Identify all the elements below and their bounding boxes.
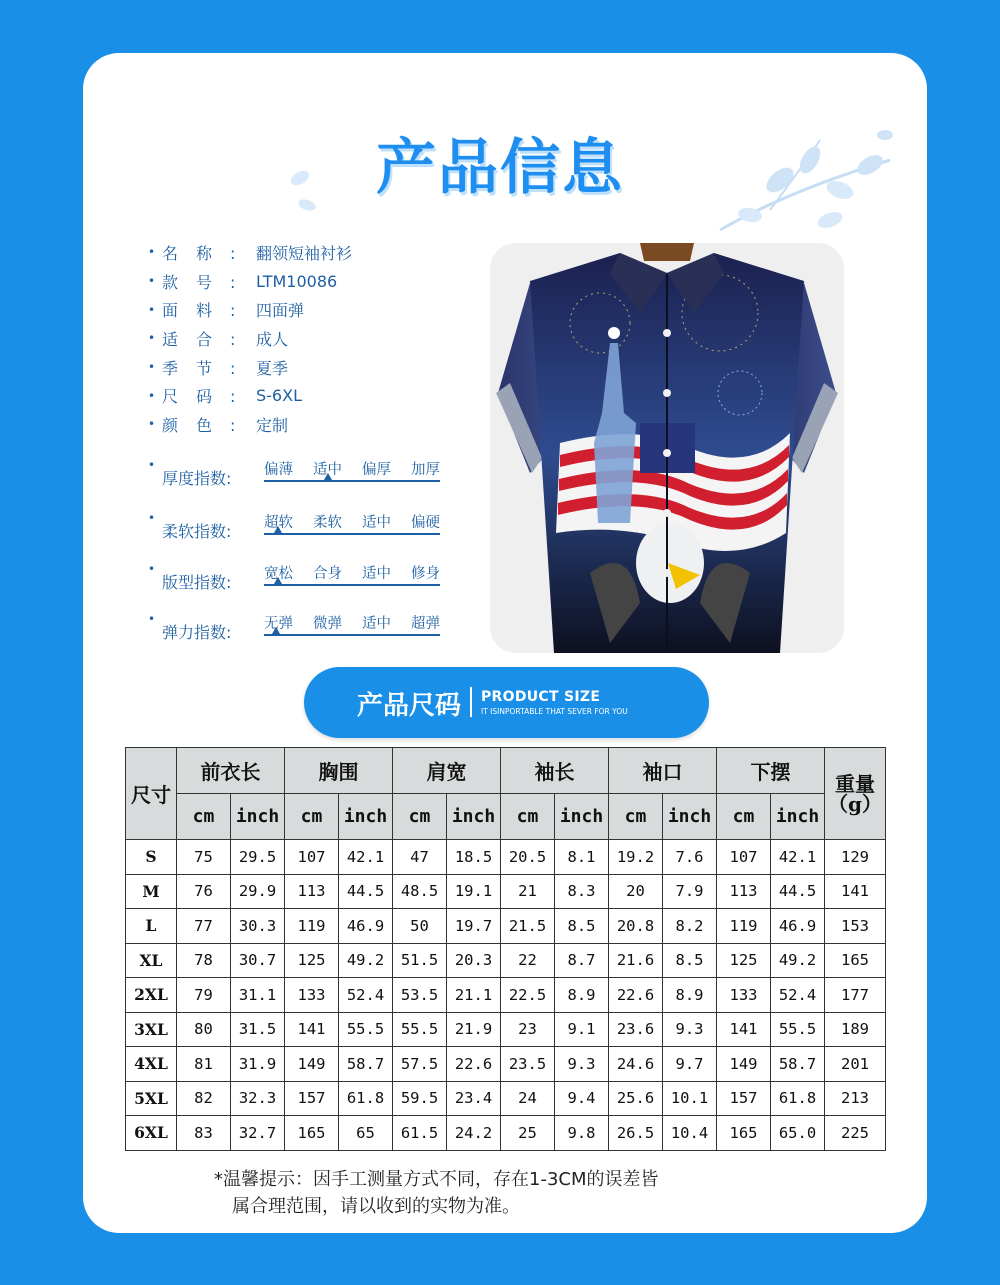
unit-inch: inch: [555, 794, 609, 840]
table-cell: 55.5: [393, 1012, 447, 1047]
scale-option: 超弹: [411, 616, 440, 632]
unit-cm: cm: [501, 794, 555, 840]
table-cell: 25.6: [609, 1081, 663, 1116]
table-cell: 23: [501, 1012, 555, 1047]
table-cell: 141: [717, 1012, 771, 1047]
table-cell: 76: [177, 874, 231, 909]
table-cell: 19.7: [447, 909, 501, 944]
scale-line: [264, 480, 440, 482]
table-cell: 9.1: [555, 1012, 609, 1047]
size-cell: XL: [126, 943, 177, 978]
product-photo: [490, 243, 844, 653]
unit-inch: inch: [771, 794, 825, 840]
size-cell: 6XL: [126, 1116, 177, 1151]
table-cell: 133: [285, 978, 339, 1013]
table-cell: 47: [393, 840, 447, 875]
table-cell: 49.2: [339, 943, 393, 978]
table-cell: 75: [177, 840, 231, 875]
unit-inch: inch: [231, 794, 285, 840]
info-value: 翻领短袖衬衫: [256, 243, 353, 263]
table-cell: 42.1: [771, 840, 825, 875]
table-cell: 29.9: [231, 874, 285, 909]
table-cell: 20.5: [501, 840, 555, 875]
unit-cm: cm: [177, 794, 231, 840]
table-cell: 141: [825, 874, 886, 909]
size-section-banner: [304, 667, 709, 738]
table-cell: 20.8: [609, 909, 663, 944]
table-cell: 21.6: [609, 943, 663, 978]
table-cell: 8.7: [555, 943, 609, 978]
banner-title: 产品尺码: [357, 691, 462, 721]
size-cell: M: [126, 874, 177, 909]
info-row-fabric: • 面料: 四面弹: [148, 295, 352, 324]
size-column-header: 尺寸: [126, 748, 177, 840]
scale-indicator-icon: [274, 526, 282, 533]
table-cell: 48.5: [393, 874, 447, 909]
info-label: 尺码:: [162, 387, 254, 407]
table-cell: 52.4: [771, 978, 825, 1013]
table-cell: 165: [825, 943, 886, 978]
table-cell: 78: [177, 943, 231, 978]
unit-inch: inch: [663, 794, 717, 840]
table-row: [126, 874, 886, 909]
table-cell: 57.5: [393, 1047, 447, 1082]
table-cell: 21.1: [447, 978, 501, 1013]
unit-inch: inch: [339, 794, 393, 840]
info-row-style-number: • 款号: LTM10086: [148, 271, 338, 292]
table-row: [126, 1081, 886, 1116]
tip-line-1: *温馨提示：因手工测量方式不同，存在1-3CM的误差皆: [214, 1169, 659, 1190]
table-cell: 24: [501, 1081, 555, 1116]
group-header-cuff: 袖口: [609, 748, 717, 794]
info-value: S-6XL: [256, 386, 302, 406]
table-cell: 10.1: [663, 1081, 717, 1116]
scale-option: 适中: [313, 462, 342, 478]
table-cell: 24.6: [609, 1047, 663, 1082]
table-cell: 8.9: [555, 978, 609, 1013]
tip-line-2: 属合理范围，请以收到的实物为准。: [232, 1196, 520, 1217]
table-cell: 26.5: [609, 1116, 663, 1151]
table-cell: 189: [825, 1012, 886, 1047]
info-value: 成人: [256, 329, 289, 349]
scale-line: [264, 533, 440, 535]
table-cell: 8.5: [663, 943, 717, 978]
table-row: [126, 1047, 886, 1082]
shirt-illustration: [490, 243, 844, 653]
group-header-chest: 胸围: [285, 748, 393, 794]
page-title: 产品信息: [376, 133, 624, 203]
info-label: 款号:: [162, 272, 254, 292]
table-cell: 44.5: [771, 874, 825, 909]
info-row-season: • 季节: 夏季: [148, 353, 352, 382]
table-cell: 21.5: [501, 909, 555, 944]
info-row-size: • 尺码: S-6XL: [148, 386, 302, 407]
table-cell: 24.2: [447, 1116, 501, 1151]
scale-label: 弹力指数:: [162, 623, 232, 642]
table-cell: 31.5: [231, 1012, 285, 1047]
table-cell: 55.5: [771, 1012, 825, 1047]
table-cell: 9.7: [663, 1047, 717, 1082]
thickness-scale: • 厚度指数: 偏薄 适中 偏厚 加厚: [148, 458, 440, 498]
banner-tagline: IT ISINPORTABLE THAT SEVER FOR YOU: [481, 707, 628, 716]
scale-track: [264, 458, 440, 498]
banner-subtitle: PRODUCT SIZE: [481, 689, 601, 705]
table-cell: 8.5: [555, 909, 609, 944]
table-cell: 201: [825, 1047, 886, 1082]
table-cell: 49.2: [771, 943, 825, 978]
elasticity-scale: • 弹力指数: 无弹 微弹 适中 超弹: [148, 612, 440, 652]
scale-option: 适中: [362, 515, 391, 531]
table-cell: 77: [177, 909, 231, 944]
scale-option: 超软: [264, 515, 293, 531]
table-cell: 30.7: [231, 943, 285, 978]
unit-cm: cm: [609, 794, 663, 840]
table-cell: 9.8: [555, 1116, 609, 1151]
table-cell: 81: [177, 1047, 231, 1082]
table-cell: 9.3: [663, 1012, 717, 1047]
scale-label: 柔软指数:: [162, 522, 232, 541]
scale-track: [264, 562, 440, 602]
table-cell: 107: [717, 840, 771, 875]
table-cell: 23.6: [609, 1012, 663, 1047]
table-cell: 8.3: [555, 874, 609, 909]
scale-indicator-icon: [274, 577, 282, 584]
table-cell: 58.7: [339, 1047, 393, 1082]
table-cell: 55.5: [339, 1012, 393, 1047]
table-cell: 133: [717, 978, 771, 1013]
info-row-suitable: • 适合: 成人: [148, 324, 352, 353]
table-cell: 31.1: [231, 978, 285, 1013]
table-cell: 7.9: [663, 874, 717, 909]
table-cell: 177: [825, 978, 886, 1013]
table-row: [126, 840, 886, 875]
table-row: [126, 943, 886, 978]
table-cell: 113: [717, 874, 771, 909]
table-row: [126, 1116, 886, 1151]
group-header-hem: 下摆: [717, 748, 825, 794]
table-cell: 129: [825, 840, 886, 875]
table-cell: 32.7: [231, 1116, 285, 1151]
scale-line: [264, 634, 440, 636]
table-row: [126, 909, 886, 944]
table-cell: 59.5: [393, 1081, 447, 1116]
size-cell: S: [126, 840, 177, 875]
group-header-sleeve: 袖长: [501, 748, 609, 794]
table-cell: 29.5: [231, 840, 285, 875]
scale-option: 适中: [362, 616, 391, 632]
scale-track: [264, 511, 440, 551]
scale-indicator-icon: [324, 473, 332, 480]
size-cell: 2XL: [126, 978, 177, 1013]
size-cell: 5XL: [126, 1081, 177, 1116]
scale-label: 版型指数:: [162, 573, 232, 592]
table-cell: 10.4: [663, 1116, 717, 1151]
table-cell: 65.0: [771, 1116, 825, 1151]
table-cell: 46.9: [771, 909, 825, 944]
info-value: 夏季: [256, 358, 289, 378]
table-cell: 119: [285, 909, 339, 944]
table-cell: 21: [501, 874, 555, 909]
scale-indicator-icon: [272, 627, 280, 634]
weight-header: 重量 （g）: [825, 748, 886, 840]
table-cell: 19.2: [609, 840, 663, 875]
table-cell: 119: [717, 909, 771, 944]
scale-option: 加厚: [411, 462, 440, 478]
banner-divider: [470, 687, 472, 717]
table-cell: 79: [177, 978, 231, 1013]
table-cell: 52.4: [339, 978, 393, 1013]
unit-cm: cm: [393, 794, 447, 840]
table-cell: 61.8: [339, 1081, 393, 1116]
table-cell: 51.5: [393, 943, 447, 978]
table-cell: 20.3: [447, 943, 501, 978]
scale-option: 柔软: [313, 515, 342, 531]
table-cell: 8.9: [663, 978, 717, 1013]
table-cell: 18.5: [447, 840, 501, 875]
size-table: [125, 747, 886, 1151]
table-cell: 213: [825, 1081, 886, 1116]
table-cell: 22: [501, 943, 555, 978]
info-value: 定制: [256, 415, 289, 435]
table-cell: 149: [717, 1047, 771, 1082]
table-cell: 30.3: [231, 909, 285, 944]
table-cell: 32.3: [231, 1081, 285, 1116]
scale-option: 宽松: [264, 566, 293, 582]
table-cell: 23.5: [501, 1047, 555, 1082]
table-cell: 125: [285, 943, 339, 978]
table-cell: 9.4: [555, 1081, 609, 1116]
table-cell: 165: [285, 1116, 339, 1151]
table-row: [126, 978, 886, 1013]
info-value: 四面弹: [256, 301, 305, 321]
table-cell: 58.7: [771, 1047, 825, 1082]
scale-option: 偏厚: [362, 462, 391, 478]
table-cell: 225: [825, 1116, 886, 1151]
scale-option: 合身: [313, 566, 342, 582]
table-cell: 83: [177, 1116, 231, 1151]
size-cell: L: [126, 909, 177, 944]
table-cell: 20: [609, 874, 663, 909]
table-cell: 21.9: [447, 1012, 501, 1047]
table-cell: 25: [501, 1116, 555, 1151]
group-header-length: 前衣长: [177, 748, 285, 794]
info-label: 名称:: [162, 243, 254, 263]
info-value: LTM10086: [256, 271, 338, 291]
unit-inch: inch: [447, 794, 501, 840]
table-cell: 61.5: [393, 1116, 447, 1151]
group-header-shoulder: 肩宽: [393, 748, 501, 794]
table-cell: 22.5: [501, 978, 555, 1013]
table-cell: 125: [717, 943, 771, 978]
scale-option: 偏薄: [264, 462, 293, 478]
info-label: 季节:: [162, 358, 254, 378]
table-cell: 44.5: [339, 874, 393, 909]
table-cell: 8.2: [663, 909, 717, 944]
measurement-tip: [214, 1166, 659, 1220]
table-cell: 82: [177, 1081, 231, 1116]
info-row-name: • 名称: 翻领短袖衬衫: [148, 238, 352, 267]
size-table-body: [126, 840, 886, 1151]
size-cell: 3XL: [126, 1012, 177, 1047]
product-info-list: [148, 238, 352, 439]
unit-cm: cm: [285, 794, 339, 840]
table-cell: 7.6: [663, 840, 717, 875]
table-cell: 153: [825, 909, 886, 944]
table-cell: 113: [285, 874, 339, 909]
scale-option: 无弹: [264, 616, 293, 632]
table-cell: 80: [177, 1012, 231, 1047]
table-row: [126, 1012, 886, 1047]
fit-scale: • 版型指数: 宽松 合身 适中 修身: [148, 562, 440, 602]
softness-scale: • 柔软指数: 超软 柔软 适中 偏硬: [148, 511, 440, 551]
table-cell: 53.5: [393, 978, 447, 1013]
scale-option: 微弹: [313, 616, 342, 632]
table-cell: 65: [339, 1116, 393, 1151]
table-cell: 22.6: [609, 978, 663, 1013]
scale-option: 修身: [411, 566, 440, 582]
table-cell: 9.3: [555, 1047, 609, 1082]
unit-cm: cm: [717, 794, 771, 840]
table-cell: 107: [285, 840, 339, 875]
info-label: 颜色:: [162, 415, 254, 435]
table-cell: 157: [285, 1081, 339, 1116]
size-cell: 4XL: [126, 1047, 177, 1082]
table-cell: 19.1: [447, 874, 501, 909]
table-cell: 31.9: [231, 1047, 285, 1082]
table-cell: 46.9: [339, 909, 393, 944]
scale-option: 适中: [362, 566, 391, 582]
scale-track: [264, 612, 440, 652]
table-cell: 157: [717, 1081, 771, 1116]
scale-option: 偏硬: [411, 515, 440, 531]
scale-line: [264, 584, 440, 586]
table-cell: 61.8: [771, 1081, 825, 1116]
info-row-color: • 颜色: 定制: [148, 410, 352, 439]
info-label: 面料:: [162, 301, 254, 321]
table-cell: 149: [285, 1047, 339, 1082]
scale-label: 厚度指数:: [162, 469, 232, 488]
leaf-decoration-left: [285, 160, 325, 220]
table-cell: 8.1: [555, 840, 609, 875]
table-cell: 42.1: [339, 840, 393, 875]
table-cell: 22.6: [447, 1047, 501, 1082]
table-cell: 23.4: [447, 1081, 501, 1116]
info-label: 适合:: [162, 329, 254, 349]
leaf-decoration-right: [710, 120, 895, 250]
table-cell: 165: [717, 1116, 771, 1151]
table-cell: 141: [285, 1012, 339, 1047]
table-cell: 50: [393, 909, 447, 944]
